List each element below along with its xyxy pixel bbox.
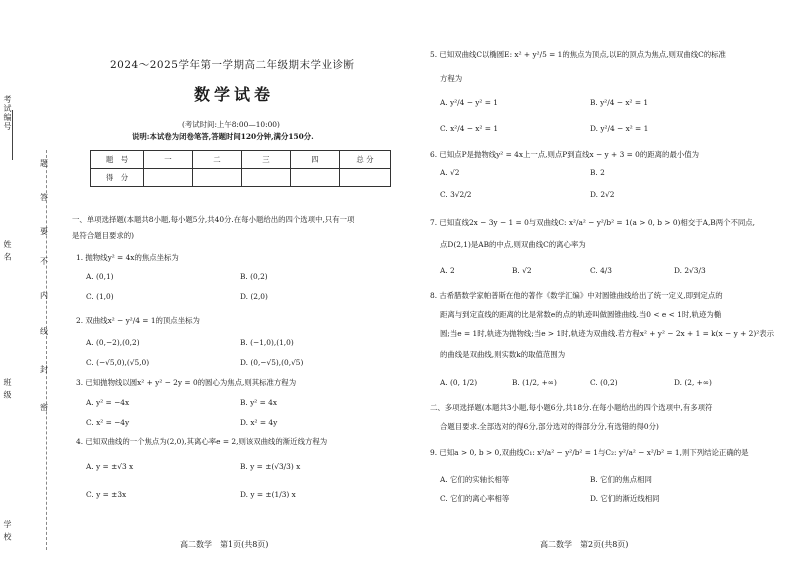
q3-option-a: A. y² = −4x [86,398,130,407]
section2-heading-cont: 合题目要求.全部选对的得6分,部分选对的得部分分,有选错的得0分) [440,422,659,431]
q1-option-d: D. (2,0) [240,292,268,301]
q1-option-b: B. (0,2) [240,272,268,281]
score-cell: 四 [291,151,340,169]
exam-notes: 说明:本试卷为闭卷笔答,答题时间120分钟,满分150分. [132,132,314,141]
page2-footer: 高二数学 第2页(共8页) [540,540,629,549]
q7-option-c: C. 4/3 [590,266,612,275]
question-5: 5. 已知双曲线C以椭圆E: x² + y²/5 = 1的焦点为顶点,以E的顶点为焦点,则双曲线C的标准 [430,50,726,59]
q1-option-c: C. (1,0) [86,292,114,301]
seal-char: 线 [40,327,48,336]
binding-margin [0,0,58,564]
score-cell: 得 分 [91,169,144,187]
score-table [90,150,391,187]
q3-option-d: D. x² = 4y [240,418,278,427]
q9-option-c: C. 它们的离心率相等 [440,494,510,503]
q9-option-a: A. 它们的实轴长相等 [440,475,510,484]
question-1: 1. 抛物线y² = 4x的焦点坐标为 [76,253,179,262]
q5-option-d: D. y²/4 − x² = 1 [590,124,649,133]
seal-char: 要 [40,227,48,236]
score-cell [242,169,291,187]
section1-heading: 一、单项选择题(本题共8小题,每小题5分,共40分.在每小题给出的四个选项中,只有一项 [72,215,355,224]
q2-option-a: A. (0,−2),(0,2) [86,338,140,347]
seal-char: 密 [40,403,48,412]
q7-option-d: D. 2√3/3 [674,266,706,275]
seal-char: 题 [40,159,48,168]
question-9: 9. 已知a > 0, b > 0,双曲线C₁: x²/a² − y²/b² = 1与C₂: y²/a² − x²/b² = 1,则下列结论正确的是 [430,448,749,457]
score-cell [144,169,193,187]
question-4: 4. 已知双曲线的一个焦点为(2,0),其离心率e = 2,则该双曲线的渐近线方程为 [76,437,328,446]
question-7: 7. 已知直线2x − 3y − 1 = 0与双曲线C: x²/a² − y²/b² = 1(a > 0, b > 0)相交于A,B两个不同点, [430,218,756,227]
q4-option-a: A. y = ±√3 x [86,462,134,471]
question-5-cont: 方程为 [440,74,463,83]
score-cell: 总 分 [340,151,391,169]
q3-option-b: B. y² = 4x [240,398,278,407]
score-cell: 一 [144,151,193,169]
question-6: 6. 已知点P是抛物线y² = 4x上一点,则点P到直线x − y + 3 = 0的距离的最小值为 [430,150,700,159]
seal-char: 内 [40,291,48,300]
exam-no-line [12,110,14,160]
q5-option-a: A. y²/4 − y² = 1 [440,98,498,107]
question-8-cont: 的曲线是双曲线,则实数k的取值范围为 [440,350,566,359]
q4-option-b: B. y = ±(√3/3) x [240,462,301,471]
q4-option-d: D. y = ±(1/3) x [240,490,296,499]
section2-heading: 二、多项选择题(本题共3小题,每小题6分,共18分.在每小题给出的四个选项中,有多项符 [430,403,713,412]
q8-option-a: A. (0, 1/2) [440,378,478,387]
q6-option-a: A. √2 [440,168,460,177]
q7-option-b: B. √2 [512,266,532,275]
q2-option-d: D. (0,−√5),(0,√5) [240,358,304,367]
q3-option-c: C. x² = −4y [86,418,130,427]
q8-option-b: B. (1/2, +∞) [512,378,557,387]
score-table-score-row [91,169,391,187]
question-8-cont: 圆;当e = 1时,轨迹为抛物线;当e > 1时,轨迹为双曲线.若方程x² + y² − 2x + 1 = k(x − y + 2)²表示 [440,329,774,338]
class-label: 班 级 [3,378,12,400]
q9-option-b: B. 它们的焦点相同 [590,475,652,484]
seal-line-text [38,150,50,550]
q8-option-c: C. (0,2) [590,378,618,387]
q8-option-d: D. (2, +∞) [674,378,712,387]
name-label: 姓 名 [3,240,12,262]
q4-option-c: C. y = ±3x [86,490,127,499]
score-cell [291,169,340,187]
exam-no-label: 考试编号 [3,95,12,131]
q5-option-c: C. x²/4 − x² = 1 [440,124,499,133]
score-cell [193,169,242,187]
score-table-header-row [91,151,391,169]
q7-option-a: A. 2 [440,266,455,275]
exam-title: 2024～2025学年第一学期高二年级期末学业诊断 [110,59,355,71]
seal-char: 不 [40,257,48,266]
exam-time: (考试时间:上午8:00—10:00) [182,120,280,129]
exam-page-2 [420,0,792,564]
question-2: 2. 双曲线x² − y²/4 = 1的顶点坐标为 [76,316,200,325]
exam-page-1 [62,0,412,564]
question-7-cont: 点D(2,1)是AB的中点,则双曲线C的离心率为 [440,240,586,249]
q1-option-a: A. (0,1) [86,272,114,281]
q6-option-b: B. 2 [590,168,605,177]
score-cell: 三 [242,151,291,169]
q9-option-d: D. 它们的渐近线相同 [590,494,660,503]
page1-footer: 高二数学 第1页(共8页) [180,540,269,549]
seal-char: 封 [40,365,48,374]
q5-option-b: B. y²/4 − x² = 1 [590,98,649,107]
question-8: 8. 古希腊数学家帕普斯在他的著作《数学汇编》中对圆锥曲线给出了统一定义,即到定点的 [430,291,723,300]
exam-subject: 数学试卷 [194,85,275,104]
question-8-cont: 距离与到定直线的距离的比是常数e的点的轨迹叫做圆锥曲线.当0 < e < 1时,轨迹为椭 [440,310,722,319]
score-cell: 二 [193,151,242,169]
section1-heading-cont: 是符合题目要求的) [72,231,135,240]
q6-option-c: C. 3√2/2 [440,190,472,199]
score-cell [340,169,391,187]
school-label: 学 校 [3,520,12,542]
q6-option-d: D. 2√2 [590,190,615,199]
q2-option-b: B. (−1,0),(1,0) [240,338,294,347]
seal-char: 答 [40,193,48,202]
q2-option-c: C. (−√5,0),(√5,0) [86,358,150,367]
question-3: 3. 已知抛物线以圆x² + y² − 2y = 0的圆心为焦点,则其标准方程为 [76,378,297,387]
score-cell: 题 号 [91,151,144,169]
